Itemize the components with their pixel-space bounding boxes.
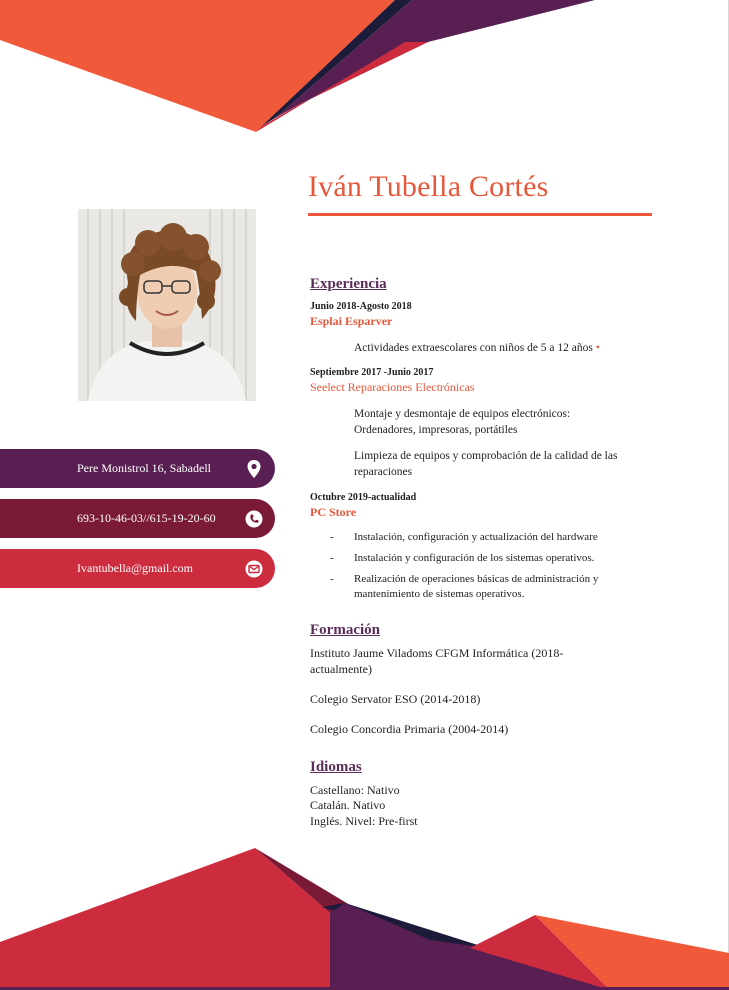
dash-marker: - [330, 552, 334, 564]
language-item-2: Catalán. Nativo [310, 798, 386, 812]
job-3-bullet-1-text: Instalación, configuración y actualización del hardware [354, 531, 598, 543]
dash-marker: - [330, 573, 334, 585]
job-1-date: Junio 2018-Agosto 2018 [310, 301, 412, 312]
email-pill [0, 549, 275, 588]
job-1-description [354, 340, 674, 356]
phone-pill [0, 499, 275, 538]
location-pin-icon [244, 459, 264, 479]
address-pill [0, 449, 275, 488]
education-item-1: Instituto Jaume Viladoms CFGM Informática (2018-actualmente) [310, 646, 564, 676]
job-2-description-1: Montaje y desmontaje de equipos electrónicos: Ordenadores, impresoras, portátiles [354, 408, 571, 436]
job-3-company: PC Store [310, 505, 357, 519]
job-1-company: Esplai Esparver [310, 314, 393, 328]
job-2-company: Seelect Reparaciones Electrónicas [310, 380, 475, 394]
education-item-2: Colegio Servator ESO (2014-2018) [310, 692, 481, 706]
education-heading: Formación [310, 622, 380, 638]
bottom-geometric-banner [0, 845, 729, 990]
job-1-bullet-marker: • [595, 342, 600, 354]
envelope-icon [244, 559, 264, 579]
phone-icon [244, 509, 264, 529]
candidate-name: Iván Tubella Cortés [308, 170, 549, 203]
languages-heading: Idiomas [310, 759, 362, 775]
address-text: Pere Monistrol 16, Sabadell [77, 461, 211, 475]
dash-marker: - [330, 531, 334, 543]
job-2-description-2: Limpieza de equipos y comprobación de la calidad de las reparaciones [354, 450, 618, 478]
language-item-1: Castellano: Nativo [310, 783, 400, 797]
education-item-3: Colegio Concordia Primaria (2004-2014) [310, 722, 509, 736]
phone-text: 693-10-46-03//615-19-20-60 [77, 511, 216, 525]
profile-photo [78, 209, 256, 401]
job-1-description-text: Actividades extraescolares con niños de 5 a 12 años [354, 342, 593, 354]
job-3-bullet-2-text: Instalación y configuración de los sistemas operativos. [354, 552, 595, 564]
job-3-bullet-3-text: Realización de operaciones básicas de administración y mantenimiento de sistemas operativos. [354, 573, 599, 600]
experience-heading: Experiencia [310, 276, 387, 292]
top-geometric-banner [0, 0, 729, 135]
language-item-3: Inglés. Nivel: Pre-first [310, 814, 418, 828]
job-3-date: Octubre 2019-actualidad [310, 492, 417, 503]
job-2-date: Septiembre 2017 -Junio 2017 [310, 367, 434, 378]
email-text: Ivantubella@gmail.com [77, 561, 194, 575]
name-underline [308, 213, 652, 216]
